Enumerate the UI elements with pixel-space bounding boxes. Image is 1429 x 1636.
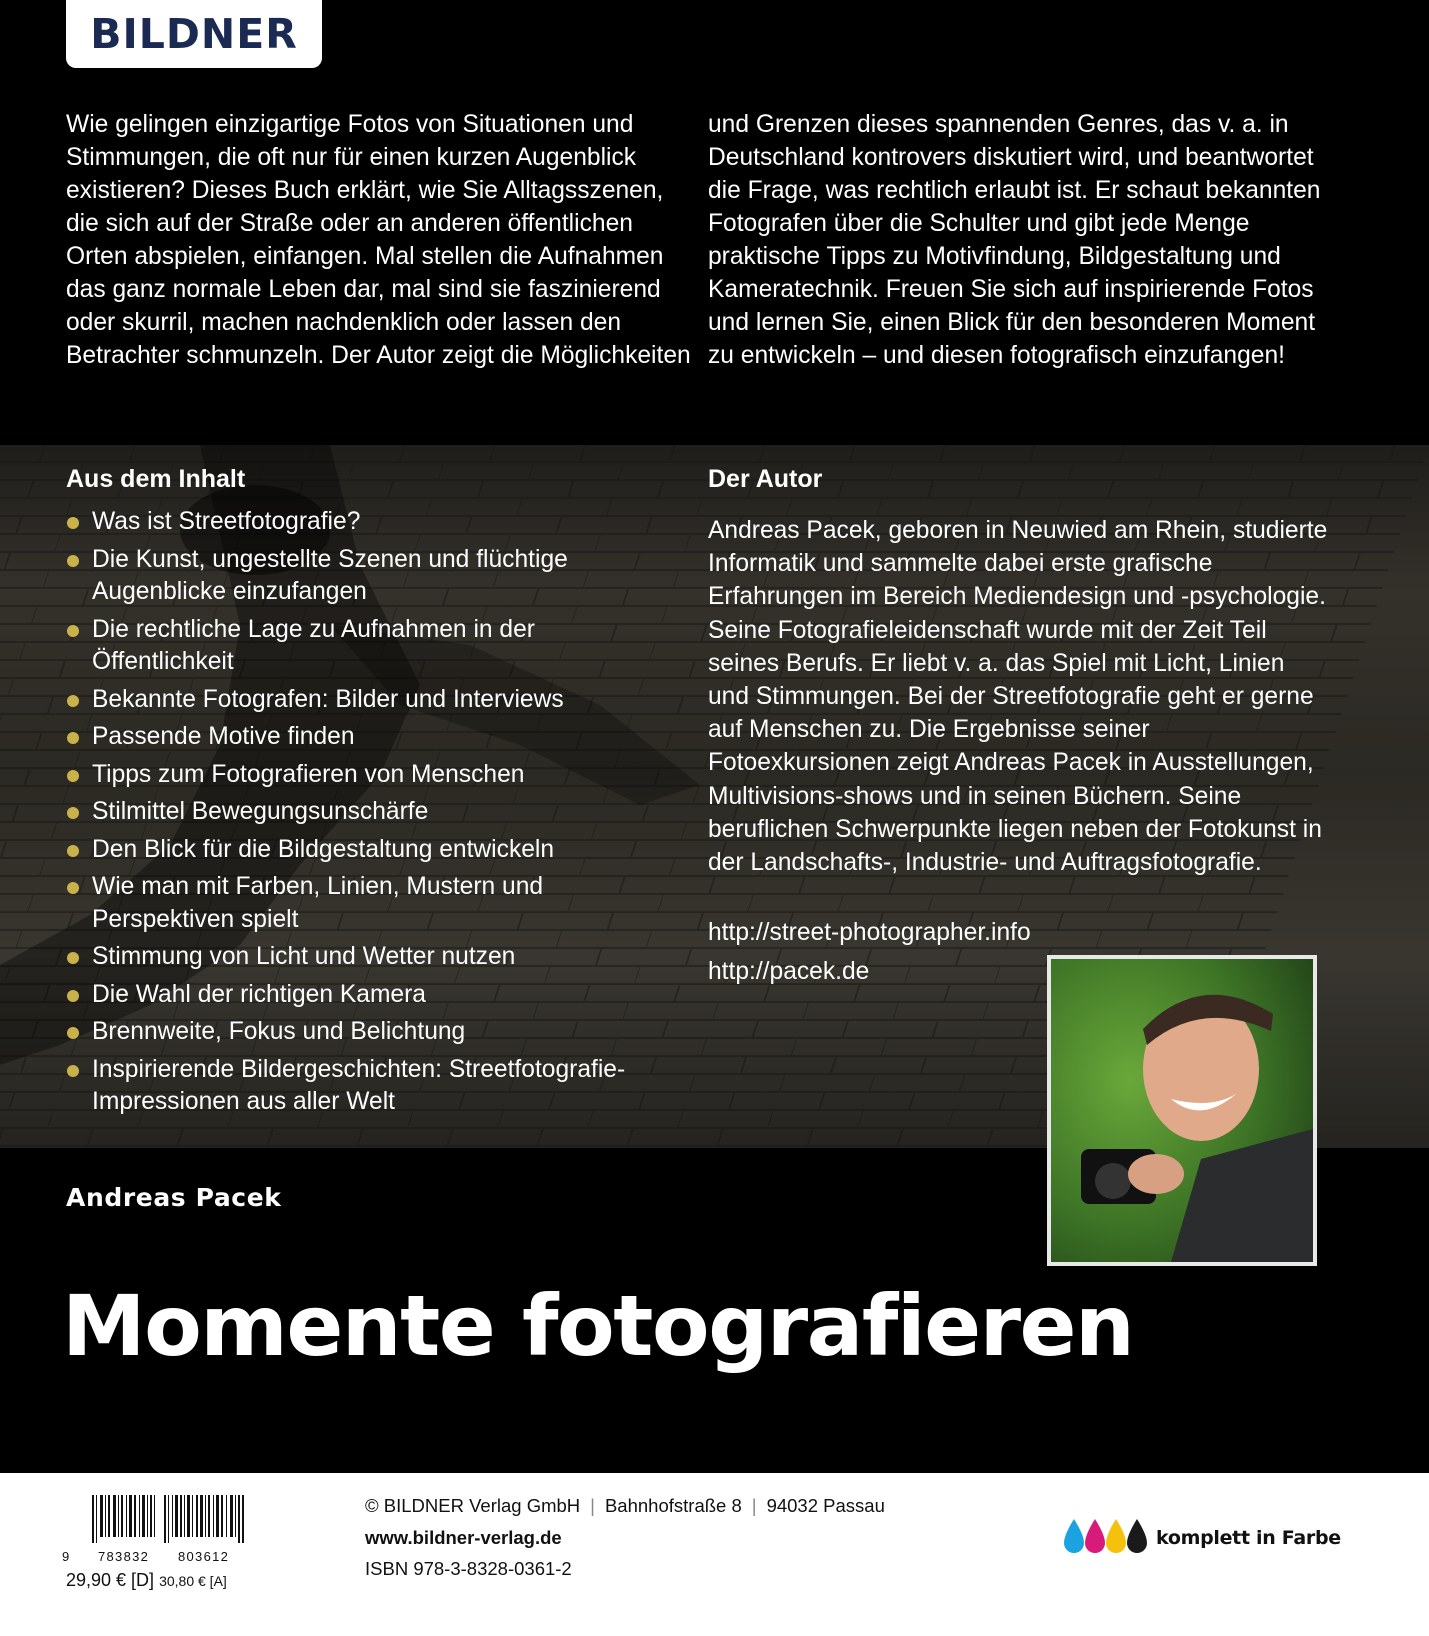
barcode-digits-group2: 803612 [178, 1549, 230, 1564]
list-item [66, 506, 666, 539]
publisher-logo [66, 0, 322, 68]
list-item [66, 544, 666, 609]
contents-list [66, 506, 666, 1124]
bullet-icon [67, 625, 79, 637]
list-item-text: Den Blick für die Bildgestaltung entwickeln [92, 835, 555, 863]
bullet-icon [67, 882, 79, 894]
list-item-text: Bekannte Fotografen: Bilder und Interviews [92, 685, 564, 713]
list-item-text: Stimmung von Licht und Wetter nutzen [92, 943, 516, 970]
list-item [66, 684, 666, 717]
author-heading: Der Autor [708, 465, 823, 493]
list-item-text: Stilmittel Bewegungsunschärfe [92, 798, 429, 825]
barcode-icon [92, 1495, 244, 1543]
contents-heading: Aus dem Inhalt [66, 465, 246, 493]
list-item [66, 834, 666, 867]
price-at: 30,80 € [A] [159, 1573, 227, 1589]
list-item [66, 871, 666, 936]
author-website-link[interactable]: http://street-photographer.info [708, 919, 1031, 946]
author-portrait [1047, 955, 1317, 1266]
bullet-icon [67, 732, 79, 744]
bullet-icon [67, 807, 79, 819]
list-item [66, 721, 666, 754]
list-item-text: Die rechtliche Lage zu Aufnahmen in der Öffentlichkeit [92, 615, 535, 675]
list-item [66, 979, 666, 1012]
price-line [66, 1570, 227, 1591]
bullet-icon [67, 845, 79, 857]
publisher-address [365, 1495, 885, 1517]
list-item-text: Wie man mit Farben, Linien, Mustern und Perspektiven spielt [92, 873, 544, 933]
list-item [66, 1054, 666, 1119]
barcode-digits-group1: 783832 [98, 1549, 150, 1564]
list-item-text: Die Kunst, ungestellte Szenen und flüchtige Augenblicke einzufangen [92, 545, 568, 605]
list-item-text: Inspirierende Bildergeschichten: Streetfotografie-Impressionen aus aller Welt [92, 1055, 626, 1115]
publisher-website-link[interactable]: www.bildner-verlag.de [365, 1527, 562, 1548]
list-item [66, 941, 666, 974]
price-de: 29,90 € [D] [66, 1570, 155, 1590]
copyright-text: © BILDNER Verlag GmbH [365, 1495, 581, 1516]
intro-text-left: Wie gelingen einzigartige Fotos von Situationen und Stimmungen, die oft nur für einen kurzen Augenblick existieren? Dieses Buch erklärt, wie Sie Alltagsszenen, die sich auf der Straße oder an anderen öffentlichen Orten abspielen, einfangen. Mal stellen die Aufnahmen das ganz normale Leben dar, mal sind sie faszinierend oder skurril, machen nachdenklich oder lassen den Betrachter schmunzeln. Der Autor zeigt die Möglichkeiten [66, 111, 691, 369]
color-badge [1060, 1513, 1341, 1563]
city-text: 94032 Passau [766, 1495, 885, 1516]
ink-drops-icon [1060, 1513, 1152, 1563]
bullet-icon [67, 952, 79, 964]
list-item-text: Was ist Streetfotografie? [92, 508, 361, 535]
author-bio: Andreas Pacek, geboren in Neuwied am Rhein, studierte Informatik und sammelte dabei erste grafische Erfahrungen im Bereich Mediendesign und -psychologie. Seine Fotografieleidenschaft wurde mit der Zeit Teil seines Berufs. Er liebt v. a. das Spiel mit Licht, Linien und Stimmungen. Bei der Streetfotografie geht er gerne auf Menschen zu. Die Ergebnisse seiner Fotoexkursionen zeigt Andreas Pacek in Ausstellungen, Multivisions-shows und in seinen Büchern. Seine beruflichen Schwerpunkte liegen neben der Fotokunst in der Landschafts-, Industrie- und Auftragsfotografie. [708, 517, 1328, 877]
barcode-digit-lead: 9 [62, 1549, 70, 1564]
separator: | [751, 1495, 757, 1516]
intro-text-right: und Grenzen dieses spannenden Genres, das v. a. in Deutschland kontrovers diskutiert wird, und beantwortet die Frage, was rechtlich erlaubt ist. Er schaut bekannten Fotografen über die Schulter und gibt jede Menge praktische Tipps zu Motivfindung, Bildgestaltung und Kameratechnik. Freuen Sie sich auf inspirierende Fotos und lernen Sie, einen Blick für den besonderen Moment zu entwickeln – und diesen fotografisch einzufangen! [708, 111, 1321, 369]
color-badge-text: komplett in Farbe [1156, 1527, 1341, 1549]
isbn-text: ISBN 978-3-8328-0361-2 [365, 1558, 572, 1579]
list-item [66, 1016, 666, 1049]
author-homepage-link[interactable]: http://pacek.de [708, 958, 870, 985]
bullet-icon [67, 990, 79, 1002]
list-item-text: Tipps zum Fotografieren von Menschen [92, 760, 525, 788]
bullet-icon [67, 517, 79, 529]
book-title: Momente fotografieren [62, 1277, 1134, 1375]
bullet-icon [67, 695, 79, 707]
author-name: Andreas Pacek [66, 1183, 282, 1212]
street-text: Bahnhofstraße 8 [604, 1495, 742, 1516]
list-item-text: Die Wahl der richtigen Kamera [92, 980, 426, 1008]
footer [0, 1473, 1429, 1636]
list-item [66, 759, 666, 792]
bullet-icon [67, 1027, 79, 1039]
list-item-text: Passende Motive finden [92, 723, 355, 750]
list-item [66, 614, 666, 679]
separator: | [590, 1495, 595, 1516]
bullet-icon [67, 555, 79, 567]
bullet-icon [67, 770, 79, 782]
list-item-text: Brennweite, Fokus und Belichtung [92, 1018, 466, 1045]
list-item [66, 796, 666, 829]
bullet-icon [67, 1065, 79, 1077]
publisher-logo-text: BILDNER [90, 10, 298, 58]
